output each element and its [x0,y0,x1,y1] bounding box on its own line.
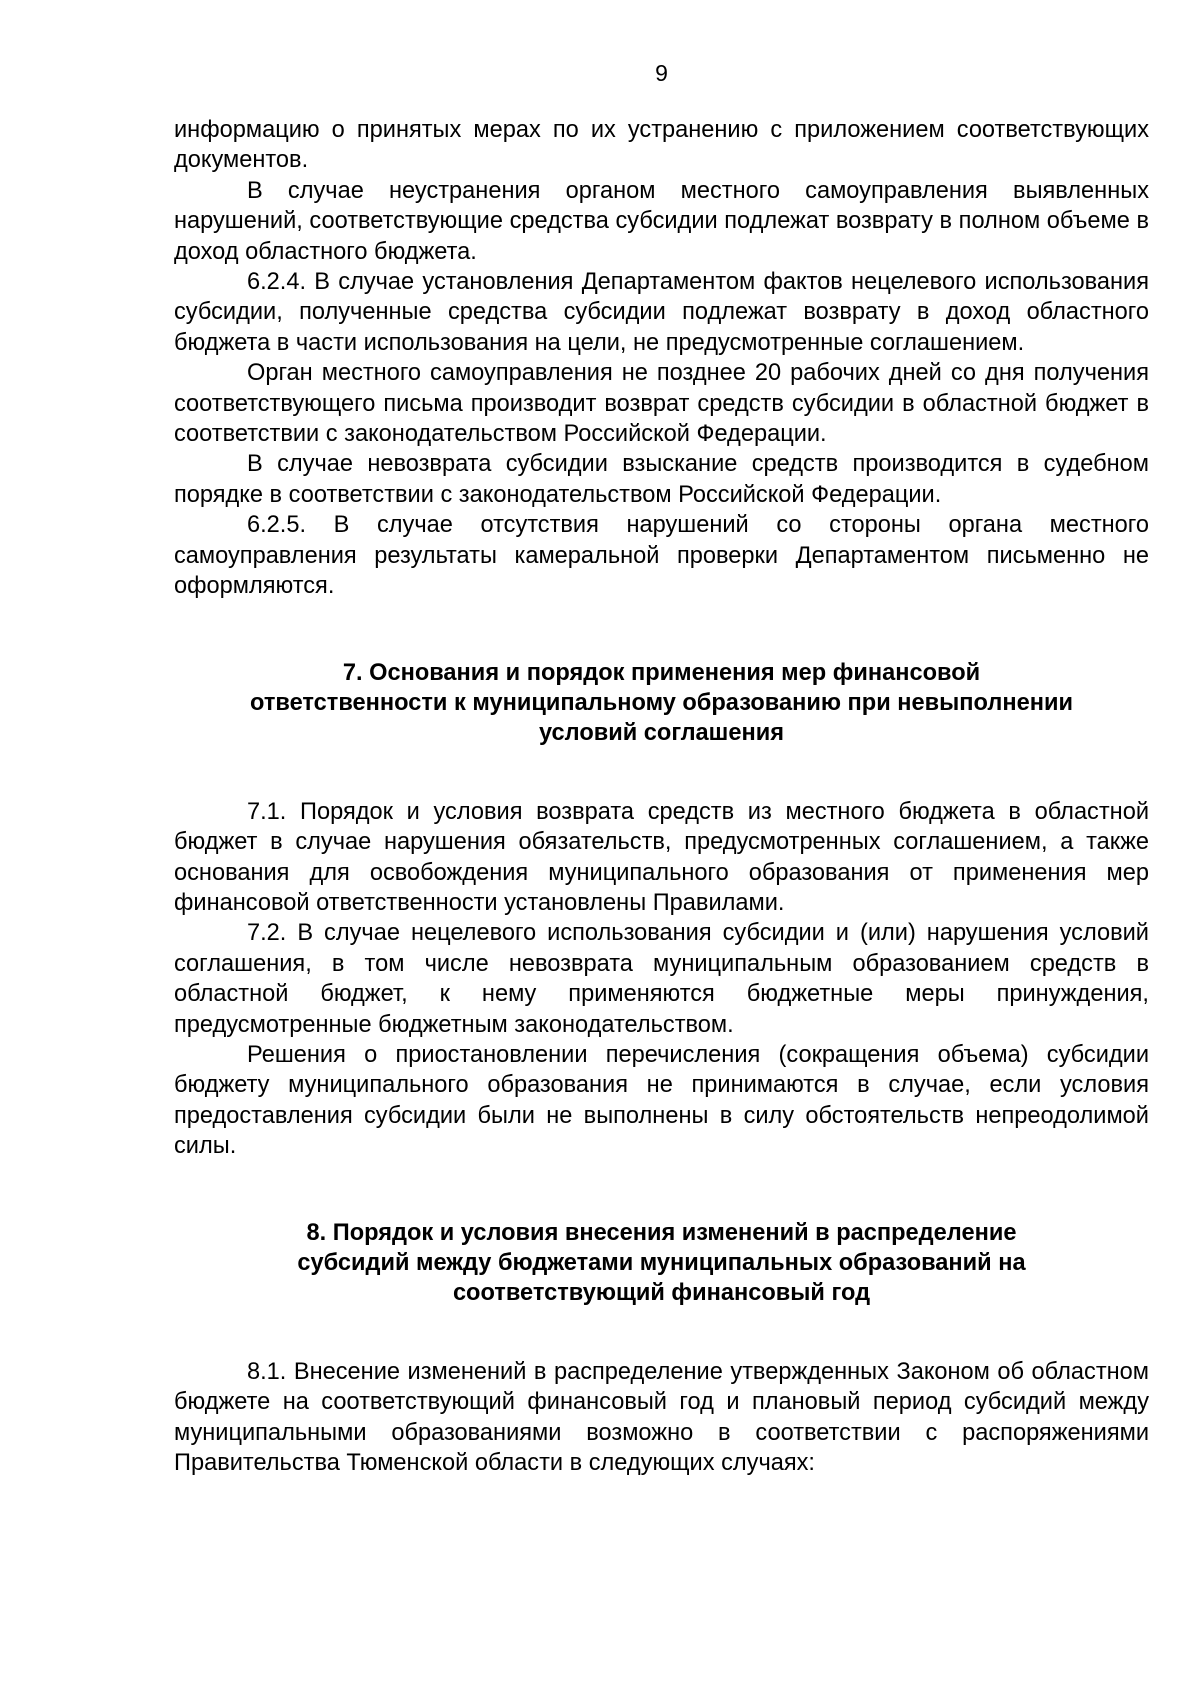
heading-line: субсидий между бюджетами муниципальных образований на [297,1250,1026,1276]
spacer [174,1309,1149,1357]
paragraph: Орган местного самоуправления не позднее 20 рабочих дней со дня получения соответствующего письма производит возврат средств субсидии в областной бюджет в соответствии с законодательством Российской Федерации. [174,360,1149,448]
paragraph: 8.1. Внесение изменений в распределение утвержденных Законом об областном бюджете на соответствующий финансовый год и плановый период субсидий между муниципальными образованиями возможно в соответствии с распоряжениями Правительства Тюменской области в следующих случаях: [174,1358,1149,1477]
spacer [174,1162,1149,1218]
heading-line: условий соглашения [538,720,784,747]
heading-line: ответственности к муниципальному образованию при невыполнении [250,689,1073,716]
document-page [174,0,1149,1697]
section-8-heading [174,1218,1149,1309]
paragraph: информацию о принятых мерах по их устранению с приложением соответствующих документов. [174,117,1149,174]
document-body [174,115,1149,1478]
heading-line: 7. Основания и порядок применения мер финансовой [342,659,981,686]
section-7-heading [174,658,1149,749]
heading-line: соответствующий финансовый год [452,1280,871,1307]
paragraph: В случае невозврата субсидии взыскание средств производится в судебном порядке в соответствии с законодательством Российской Федерации. [174,451,1149,508]
paragraph: 6.2.4. В случае установления Департаментом фактов нецелевого использования субсидии, полученные средства субсидии подлежат возврату в доход областного бюджета в части использования на цели, не предусмотренные соглашением. [174,269,1149,356]
paragraph: 6.2.5. В случае отсутствия нарушений со стороны органа местного самоуправления результаты камеральной проверки Департаментом письменно не оформляются. [174,512,1149,600]
paragraph: 7.2. В случае нецелевого использования субсидии и (или) нарушения условий соглашения, в том числе невозврата муниципальным образованием средств в областной бюджет, к нему применяются бюджетные меры принуждения, предусмотренные бюджетным законодательством. [174,920,1149,1038]
paragraph: Решения о приостановлении перечисления (сокращения объема) субсидии бюджету муниципального образования не принимаются в случае, если условия предоставления субсидии были не выполнены в силу обстоятельств непреодолимой силы. [174,1041,1149,1160]
paragraph: В случае неустранения органом местного самоуправления выявленных нарушений, соответствующие средства субсидии подлежат возврату в полном объеме в доход областного бюджета. [174,177,1149,265]
page-number: 9 [655,60,668,86]
spacer [174,749,1149,797]
heading-line: 8. Порядок и условия внесения изменений в распределение [306,1219,1017,1246]
spacer [174,602,1149,658]
paragraph: 7.1. Порядок и условия возврата средств из местного бюджета в областной бюджет в случае нарушения обязательств, предусмотренных соглашением, а также основания для освобождения муниципального образования от применения мер финансовой ответственности установлены Правилами. [174,798,1149,916]
